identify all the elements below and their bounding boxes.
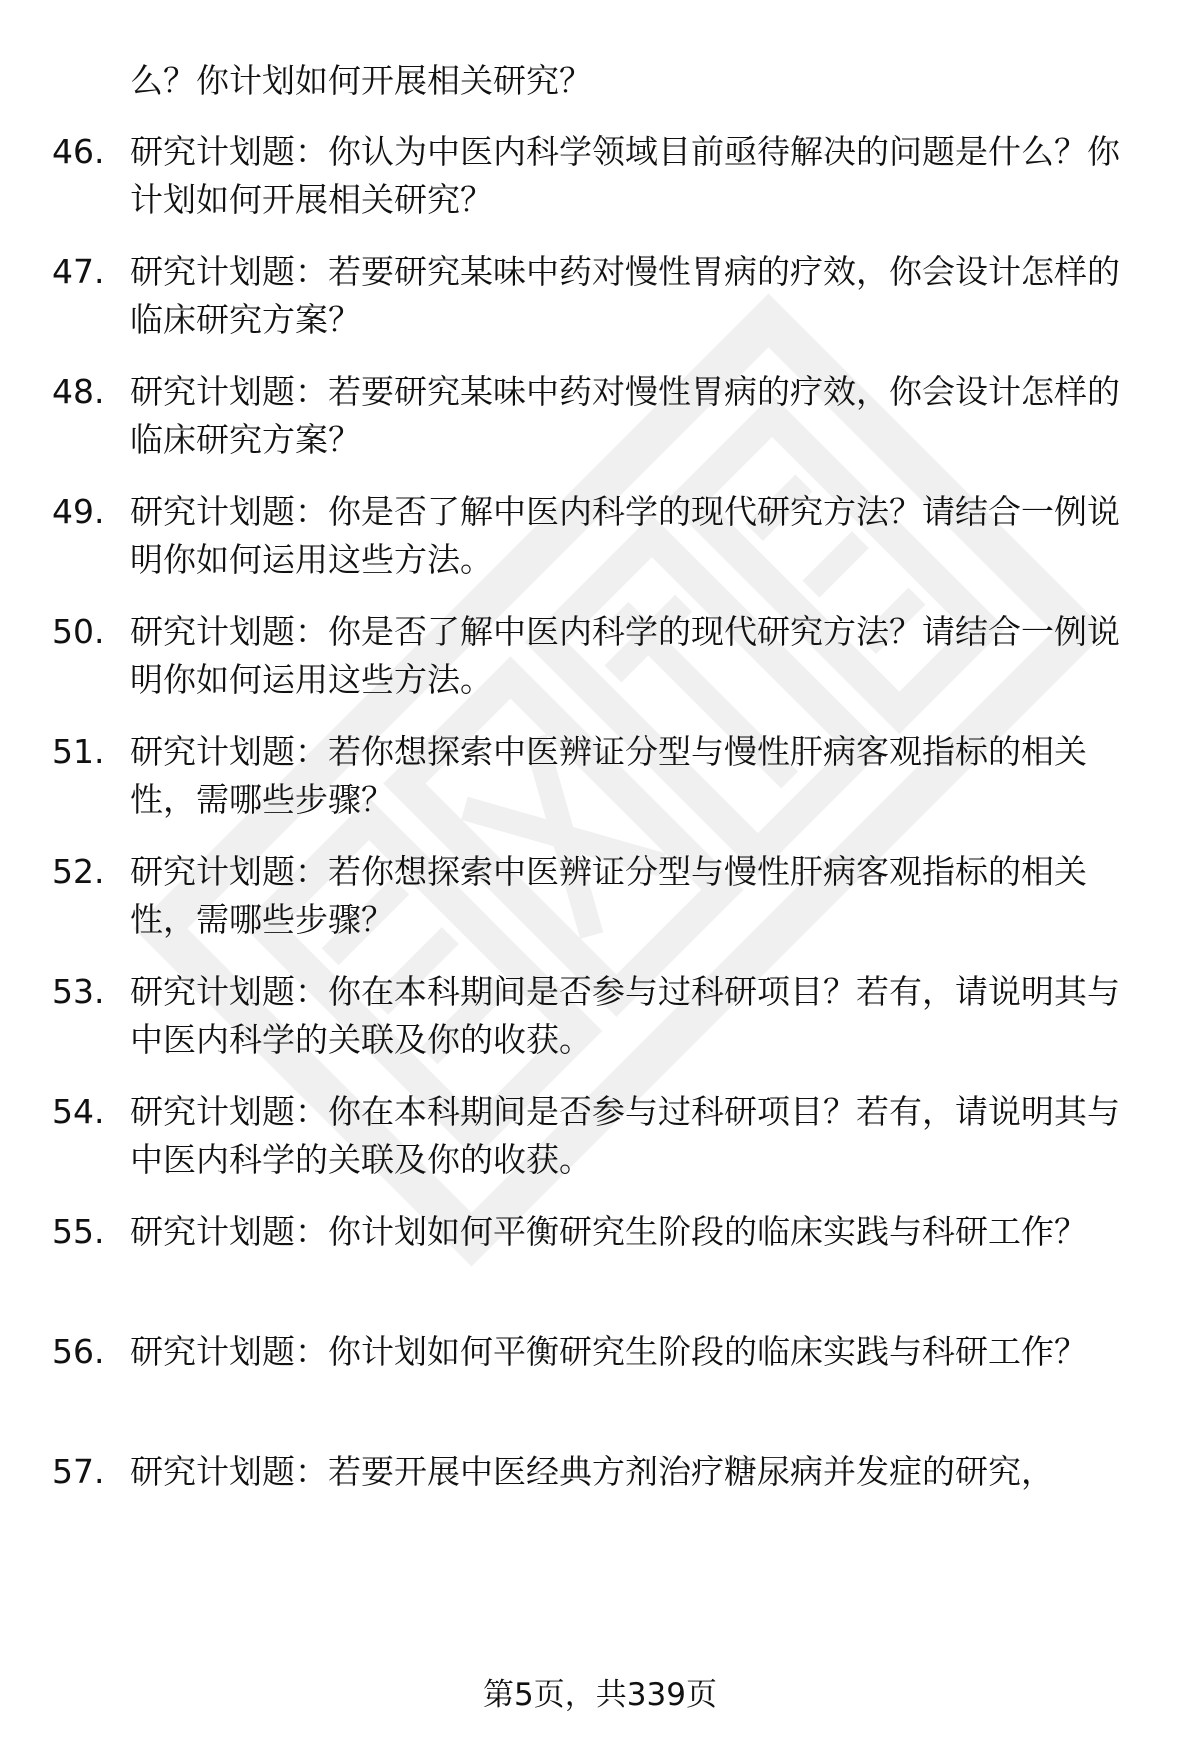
question-text: 研究计划题：若要研究某味中药对慢性胃病的疗效，你会设计怎样的临床研究方案？ (130, 252, 1120, 339)
question-text: 研究计划题：你计划如何平衡研究生阶段的临床实践与科研工作？ (130, 1332, 1087, 1371)
question-text: 研究计划题：你在本科期间是否参与过科研项目？若有，请说明其与中医内科学的关联及你的收获。 (130, 1092, 1120, 1179)
question-text: 研究计划题：你在本科期间是否参与过科研项目？若有，请说明其与中医内科学的关联及你的收获。 (130, 972, 1120, 1059)
question-number: 51. (52, 732, 105, 771)
question-text: 研究计划题：若要开展中医经典方剂治疗糖尿病并发症的研究， (130, 1452, 1054, 1491)
question-number: 53. (52, 972, 105, 1011)
question-text: 研究计划题：你认为中医内科学领域目前亟待解决的问题是什么？你计划如何开展相关研究？ (130, 132, 1120, 219)
question-number: 54. (52, 1092, 105, 1131)
question-text: 研究计划题：你是否了解中医内科学的现代研究方法？请结合一例说明你如何运用这些方法。 (130, 492, 1120, 579)
question-number: 49. (52, 492, 105, 531)
question-number: 46. (52, 132, 105, 171)
question-text: 研究计划题：若要研究某味中药对慢性胃病的疗效，你会设计怎样的临床研究方案？ (130, 372, 1120, 459)
continued-question-text: 么？你计划如何开展相关研究？ (130, 61, 592, 100)
question-number: 47. (52, 252, 105, 291)
question-text: 研究计划题：你计划如何平衡研究生阶段的临床实践与科研工作？ (130, 1212, 1087, 1251)
question-number: 56. (52, 1332, 105, 1371)
question-text: 研究计划题：你是否了解中医内科学的现代研究方法？请结合一例说明你如何运用这些方法。 (130, 612, 1120, 699)
page-footer: 第5页，共339页 (483, 1677, 717, 1713)
question-text: 研究计划题：若你想探索中医辨证分型与慢性肝病客观指标的相关性，需哪些步骤？ (130, 732, 1087, 819)
question-number: 55. (52, 1212, 105, 1251)
question-text: 研究计划题：若你想探索中医辨证分型与慢性肝病客观指标的相关性，需哪些步骤？ (130, 852, 1087, 939)
question-number: 50. (52, 612, 105, 651)
question-number: 48. (52, 372, 105, 411)
question-number: 57. (52, 1452, 105, 1491)
question-number: 52. (52, 852, 105, 891)
